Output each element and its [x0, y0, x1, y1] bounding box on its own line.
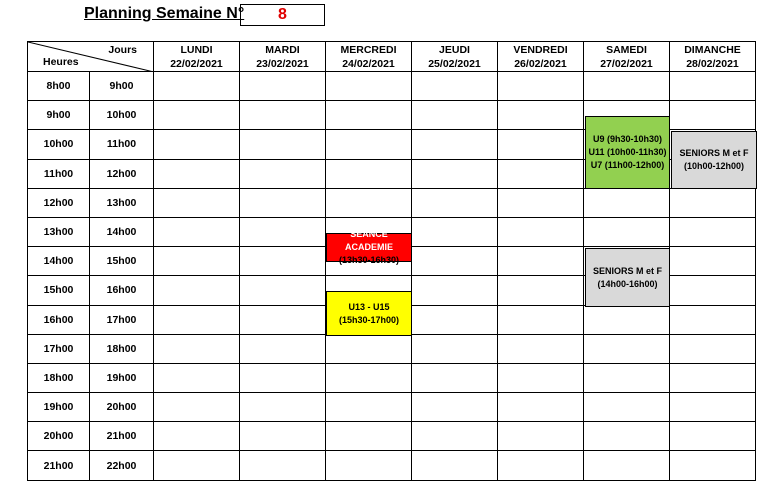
time-row [28, 334, 756, 363]
schedule-cell[interactable] [240, 101, 326, 130]
end-time: 10h00 [90, 101, 154, 130]
schedule-cell[interactable] [154, 247, 240, 276]
start-time: 8h00 [28, 72, 90, 101]
start-time: 10h00 [28, 130, 90, 159]
start-time: 15h00 [28, 276, 90, 305]
end-time: 21h00 [90, 422, 154, 451]
end-time: 15h00 [90, 247, 154, 276]
end-time: 11h00 [90, 130, 154, 159]
end-time: 18h00 [90, 334, 154, 363]
schedule-cell[interactable] [240, 247, 326, 276]
event-line: U7 (11h00-12h00) [590, 160, 665, 170]
schedule-cell[interactable] [670, 217, 756, 246]
day-name: LUNDI [180, 43, 213, 56]
day-header-vendredi [498, 42, 584, 72]
schedule-cell[interactable] [326, 363, 412, 392]
schedule-cell[interactable] [154, 72, 240, 101]
schedule-cell[interactable] [154, 451, 240, 480]
schedule-cell[interactable] [584, 188, 670, 217]
time-row [28, 393, 756, 422]
schedule-cell[interactable] [412, 276, 498, 305]
schedule-cell[interactable] [584, 422, 670, 451]
schedule-cell[interactable] [412, 130, 498, 159]
schedule-cell[interactable] [412, 393, 498, 422]
header-row [28, 42, 756, 72]
schedule-cell[interactable] [670, 276, 756, 305]
schedule-cell[interactable] [154, 159, 240, 188]
schedule-cell[interactable] [412, 422, 498, 451]
start-time: 18h00 [28, 363, 90, 392]
end-time: 22h00 [90, 451, 154, 480]
event-block[interactable] [585, 116, 670, 189]
time-row [28, 363, 756, 392]
schedule-cell[interactable] [584, 363, 670, 392]
schedule-cell[interactable] [670, 72, 756, 101]
event-line: SENIORS M et F [592, 265, 662, 276]
schedule-cell[interactable] [498, 276, 584, 305]
schedule-cell[interactable] [412, 451, 498, 480]
start-time: 17h00 [28, 334, 90, 363]
schedule-cell[interactable] [326, 101, 412, 130]
day-name: VENDREDI [513, 43, 568, 56]
schedule-cell[interactable] [412, 101, 498, 130]
event-line: U13 - U15 [348, 301, 390, 312]
schedule-cell[interactable] [670, 101, 756, 130]
schedule-cell[interactable] [326, 334, 412, 363]
schedule-cell[interactable] [670, 334, 756, 363]
schedule-cell[interactable] [498, 393, 584, 422]
schedule-cell[interactable] [326, 393, 412, 422]
end-time: 13h00 [90, 188, 154, 217]
schedule-cell[interactable] [240, 305, 326, 334]
schedule-cell[interactable] [670, 363, 756, 392]
schedule-cell[interactable] [498, 188, 584, 217]
day-header-dimanche [670, 42, 756, 72]
schedule-cell[interactable] [670, 247, 756, 276]
event-line: SEANCE ACADEMIE [344, 229, 393, 252]
schedule-cell[interactable] [240, 393, 326, 422]
schedule-cell[interactable] [240, 422, 326, 451]
day-date: 23/02/2021 [256, 57, 309, 70]
schedule-cell[interactable] [240, 217, 326, 246]
schedule-cell[interactable] [412, 217, 498, 246]
start-time: 14h00 [28, 247, 90, 276]
schedule-cell[interactable] [240, 72, 326, 101]
schedule-cell[interactable] [240, 334, 326, 363]
day-name: MERCREDI [340, 43, 397, 56]
schedule-cell[interactable] [326, 72, 412, 101]
end-time: 12h00 [90, 159, 154, 188]
schedule-cell[interactable] [412, 363, 498, 392]
schedule-cell[interactable] [154, 334, 240, 363]
schedule-cell[interactable] [240, 130, 326, 159]
week-number-field[interactable]: 8 [240, 4, 325, 26]
event-block[interactable] [326, 291, 412, 336]
event-line: (10h00-12h00) [683, 161, 745, 171]
schedule-cell[interactable] [584, 305, 670, 334]
schedule-cell[interactable] [670, 422, 756, 451]
start-time: 20h00 [28, 422, 90, 451]
schedule-cell[interactable] [154, 217, 240, 246]
day-header-mardi [240, 42, 326, 72]
schedule-cell[interactable] [154, 393, 240, 422]
day-date: 24/02/2021 [342, 57, 395, 70]
schedule-cell[interactable] [670, 451, 756, 480]
schedule-cell[interactable] [498, 334, 584, 363]
schedule-cell[interactable] [240, 159, 326, 188]
day-name: DIMANCHE [684, 43, 741, 56]
schedule-cell[interactable] [326, 188, 412, 217]
schedule-cell[interactable] [670, 393, 756, 422]
schedule-cell[interactable] [412, 247, 498, 276]
time-row [28, 188, 756, 217]
time-row [28, 451, 756, 480]
schedule-cell[interactable] [326, 422, 412, 451]
end-time: 19h00 [90, 363, 154, 392]
event-line: U9 (9h30-10h30) [592, 134, 663, 144]
schedule-cell[interactable] [412, 334, 498, 363]
schedule-cell[interactable] [498, 422, 584, 451]
schedule-cell[interactable] [154, 130, 240, 159]
schedule-cell[interactable] [498, 72, 584, 101]
schedule-cell[interactable] [584, 217, 670, 246]
day-date: 27/02/2021 [600, 57, 653, 70]
event-line: (14h00-16h00) [597, 278, 658, 289]
event-line: (15h30-17h00) [338, 314, 400, 325]
event-block[interactable] [585, 248, 670, 307]
schedule-cell[interactable] [240, 363, 326, 392]
days-axis-label: Jours [108, 44, 137, 56]
schedule-cell[interactable] [240, 451, 326, 480]
schedule-cell[interactable] [154, 363, 240, 392]
day-header-samedi [584, 42, 670, 72]
event-line: SENIORS M et F [679, 148, 749, 158]
time-row [28, 422, 756, 451]
schedule-cell[interactable] [498, 130, 584, 159]
day-date: 26/02/2021 [514, 57, 567, 70]
schedule-cell[interactable] [498, 363, 584, 392]
schedule-cell[interactable] [584, 393, 670, 422]
day-header-lundi [154, 42, 240, 72]
event-block[interactable] [326, 229, 412, 265]
schedule-cell[interactable] [584, 451, 670, 480]
time-row [28, 72, 756, 101]
schedule-cell[interactable] [584, 334, 670, 363]
schedule-cell[interactable] [498, 217, 584, 246]
schedule-cell[interactable] [498, 159, 584, 188]
end-time: 20h00 [90, 393, 154, 422]
event-line: (13h30-16h30) [338, 255, 400, 265]
start-time: 16h00 [28, 305, 90, 334]
start-time: 12h00 [28, 188, 90, 217]
schedule-cell[interactable] [412, 305, 498, 334]
end-time: 14h00 [90, 217, 154, 246]
start-time: 21h00 [28, 451, 90, 480]
page-title: Planning Semaine N° [84, 5, 245, 22]
schedule-cell[interactable] [412, 159, 498, 188]
schedule-cell[interactable] [154, 188, 240, 217]
day-name: JEUDI [439, 43, 470, 56]
end-time: 17h00 [90, 305, 154, 334]
day-date: 28/02/2021 [686, 57, 739, 70]
end-time: 16h00 [90, 276, 154, 305]
schedule-cell[interactable] [326, 159, 412, 188]
event-line: U11 (10h00-11h30) [588, 147, 667, 157]
schedule-cell[interactable] [326, 451, 412, 480]
schedule-cell[interactable] [498, 101, 584, 130]
day-header-mercredi [326, 42, 412, 72]
schedule-cell[interactable] [154, 305, 240, 334]
end-time: 9h00 [90, 72, 154, 101]
schedule-cell[interactable] [154, 276, 240, 305]
start-time: 13h00 [28, 217, 90, 246]
schedule-cell[interactable] [412, 188, 498, 217]
schedule-cell[interactable] [154, 422, 240, 451]
schedule-cell[interactable] [670, 188, 756, 217]
schedule-cell[interactable] [498, 247, 584, 276]
schedule-cell[interactable] [670, 305, 756, 334]
schedule-cell[interactable] [498, 451, 584, 480]
schedule-cell[interactable] [326, 130, 412, 159]
corner-cell [28, 42, 154, 72]
schedule-cell[interactable] [240, 276, 326, 305]
day-name: MARDI [265, 43, 300, 56]
start-time: 19h00 [28, 393, 90, 422]
start-time: 9h00 [28, 101, 90, 130]
hours-axis-label: Heures [43, 56, 79, 68]
day-header-jeudi [412, 42, 498, 72]
day-name: SAMEDI [606, 43, 647, 56]
schedule-cell[interactable] [498, 305, 584, 334]
day-date: 22/02/2021 [170, 57, 223, 70]
schedule-cell[interactable] [154, 101, 240, 130]
day-date: 25/02/2021 [428, 57, 481, 70]
start-time: 11h00 [28, 159, 90, 188]
schedule-cell[interactable] [412, 72, 498, 101]
schedule-cell[interactable] [240, 188, 326, 217]
event-block[interactable] [671, 131, 757, 189]
schedule-cell[interactable] [584, 72, 670, 101]
